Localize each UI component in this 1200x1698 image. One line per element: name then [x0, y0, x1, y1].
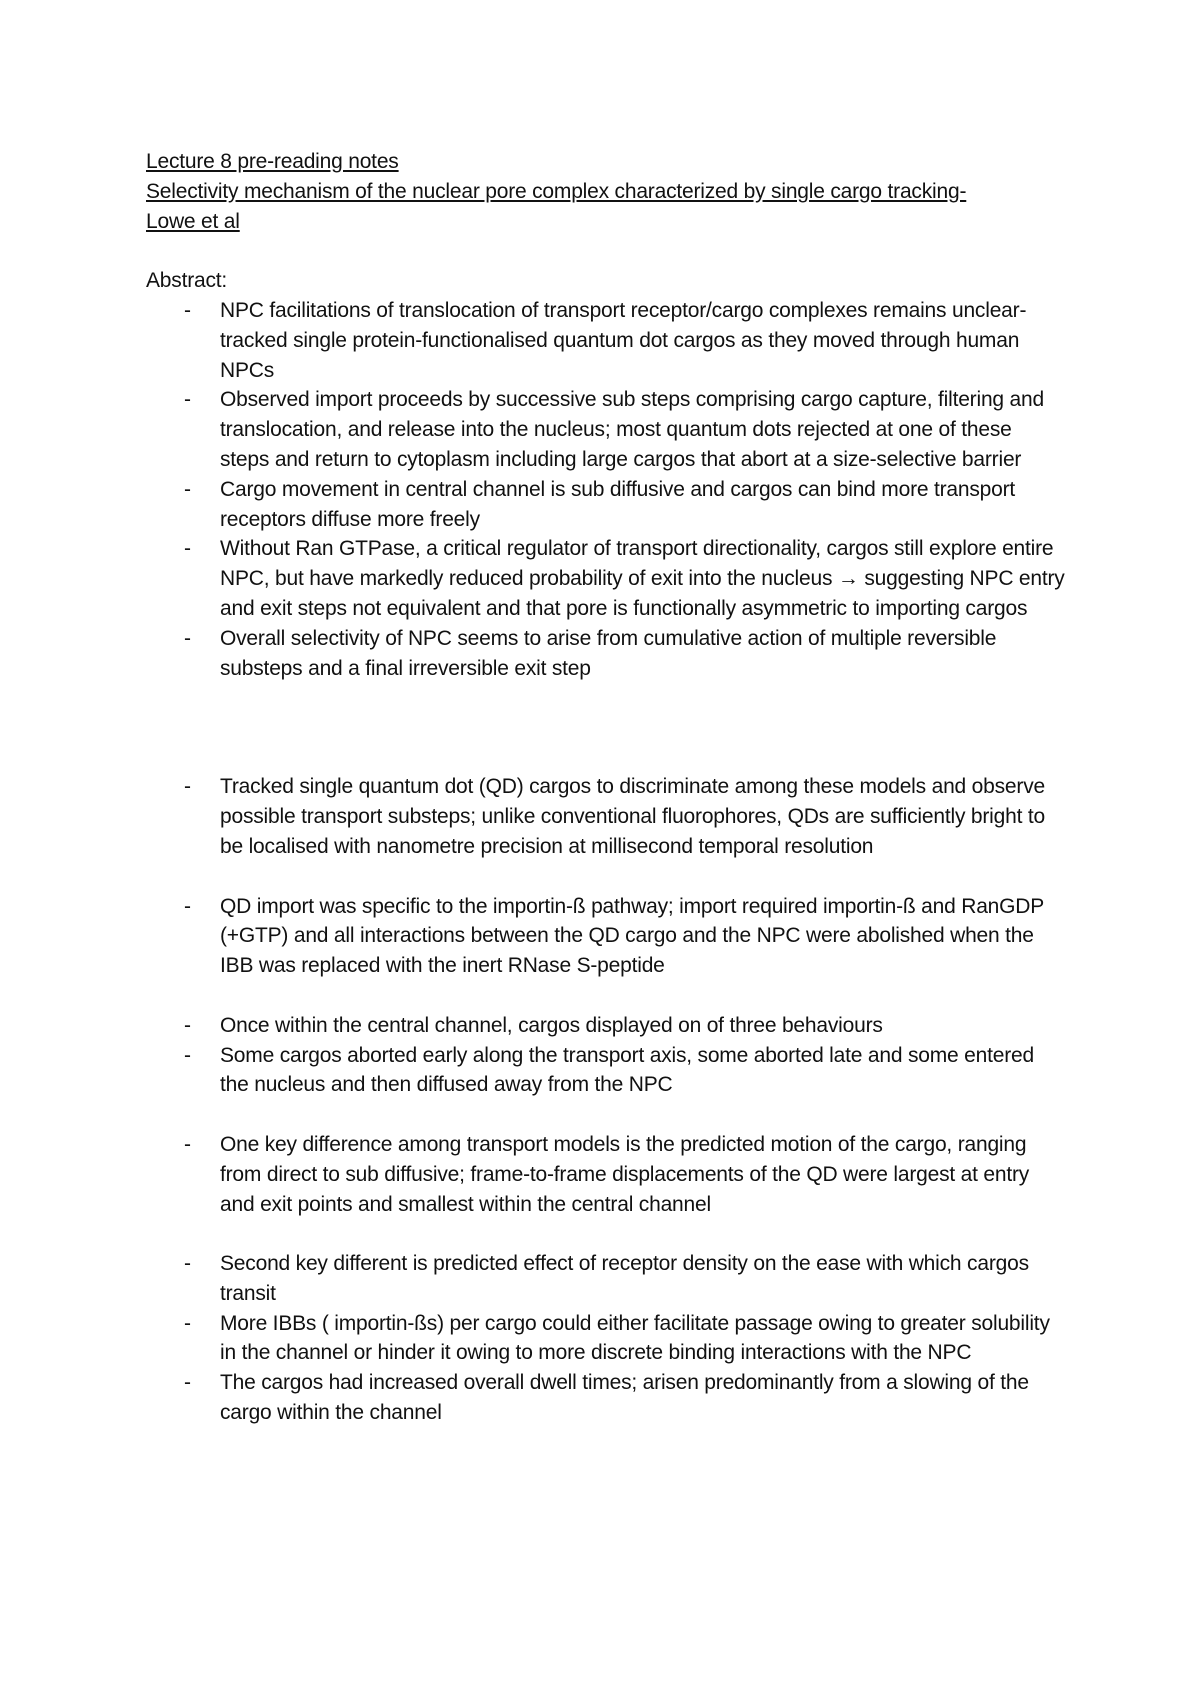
notes-list — [146, 1130, 1066, 1219]
list-item — [146, 1368, 1066, 1428]
bullet-dash: - — [184, 894, 191, 918]
notes-list — [146, 1249, 1066, 1428]
list-item-text: Once within the central channel, cargos displayed on of three behaviours — [220, 1013, 883, 1037]
list-item-text: Tracked single quantum dot (QD) cargos to discriminate among these models and observe possible transport substeps; unlike conventional fluorophores, QDs are sufficiently bright to be localised with nanometre precision at millisecond temporal resolution — [220, 775, 1045, 858]
list-item-text: One key difference among transport models is the predicted motion of the cargo, ranging from direct to sub diffusive; frame-to-frame displacements of the QD were largest at entry and exit points and smallest within the central channel — [220, 1132, 1030, 1216]
list-item-text: NPC facilitations of translocation of transport receptor/cargo complexes remains unclear- tracked single protein-functionalised quantum dot cargos as they moved through human NPCs — [220, 298, 1027, 382]
list-item-text: The cargos had increased overall dwell times; arisen predominantly from a slowing of the cargo within the channel — [220, 1371, 1029, 1425]
blank-line — [146, 236, 1066, 266]
notes-list — [146, 1011, 1066, 1100]
list-item-text: QD import was specific to the importin-ß pathway; import required importin-ß and RanGDP (+GTP) and all interactions between the QD cargo and the NPC were abolished when the IBB was replaced with the inert RNase S-peptide — [220, 894, 1044, 978]
list-item-text: Without Ran GTPase, a critical regulator of transport directionality, cargos still explore entire NPC, but have markedly reduced probability of exit into the nucleus → suggesting NPC entry and exit steps not equivalent and that pore is functionally asymmetric to importing cargos — [220, 537, 1065, 620]
bullet-dash: - — [184, 1132, 191, 1156]
document-body — [146, 147, 1066, 1428]
list-item — [146, 534, 1066, 623]
bullet-dash: - — [184, 477, 191, 501]
bullet-dash: - — [184, 1013, 191, 1037]
list-item — [146, 1309, 1066, 1369]
bullet-dash: - — [184, 1043, 191, 1067]
abstract-heading: Abstract: — [146, 269, 228, 293]
bullet-dash: - — [184, 626, 191, 650]
list-item-text: Some cargos aborted early along the transport axis, some aborted late and some entered the nucleus and then diffused away from the NPC — [220, 1043, 1034, 1097]
bullet-dash: - — [184, 1252, 191, 1276]
list-item — [146, 385, 1066, 474]
list-item — [146, 624, 1066, 684]
bullet-dash: - — [184, 1371, 191, 1395]
bullet-dash: - — [184, 537, 191, 561]
list-item-text: Second key different is predicted effect of receptor density on the ease with which cargos transit — [220, 1252, 1029, 1305]
list-item — [146, 1130, 1066, 1219]
blank-line — [146, 981, 1066, 1011]
list-item — [146, 475, 1066, 535]
abstract-list — [146, 296, 1066, 683]
list-item-text: Observed import proceeds by successive sub steps comprising cargo capture, filtering and translocation, and release into the nucleus; most quantum dots rejected at one of these steps and return to cytoplasm including large cargos that abort at a size-selective barrier — [220, 388, 1044, 471]
list-item — [146, 892, 1066, 981]
list-item — [146, 1011, 1066, 1041]
title-line-2: Selectivity mechanism of the nuclear pore complex characterized by single cargo tracking- — [146, 179, 967, 203]
list-item-text: More IBBs ( importin-ßs) per cargo could either facilitate passage owing to greater solubility in the channel or hinder it owing to more discrete binding interactions with the NPC — [220, 1311, 1050, 1365]
notes-list — [146, 892, 1066, 981]
list-item — [146, 772, 1066, 861]
list-item-text: Cargo movement in central channel is sub diffusive and cargos can bind more transport receptors diffuse more freely — [220, 477, 1016, 531]
bullet-dash: - — [184, 1311, 191, 1335]
bullet-dash: - — [184, 388, 191, 412]
list-item — [146, 1041, 1066, 1101]
title-line-1: Lecture 8 pre-reading notes — [146, 150, 399, 173]
blank-line — [146, 1100, 1066, 1130]
blank-line — [146, 1219, 1066, 1249]
bullet-dash: - — [184, 775, 191, 799]
title-line-3: Lowe et al — [146, 209, 240, 233]
list-item — [146, 1249, 1066, 1309]
notes-list — [146, 772, 1066, 861]
list-item-text: Overall selectivity of NPC seems to arise from cumulative action of multiple reversible substeps and a final irreversible exit step — [220, 626, 997, 680]
bullet-dash: - — [184, 298, 191, 322]
blank-line — [146, 862, 1066, 892]
blank-lines — [146, 683, 1066, 772]
list-item — [146, 296, 1066, 385]
